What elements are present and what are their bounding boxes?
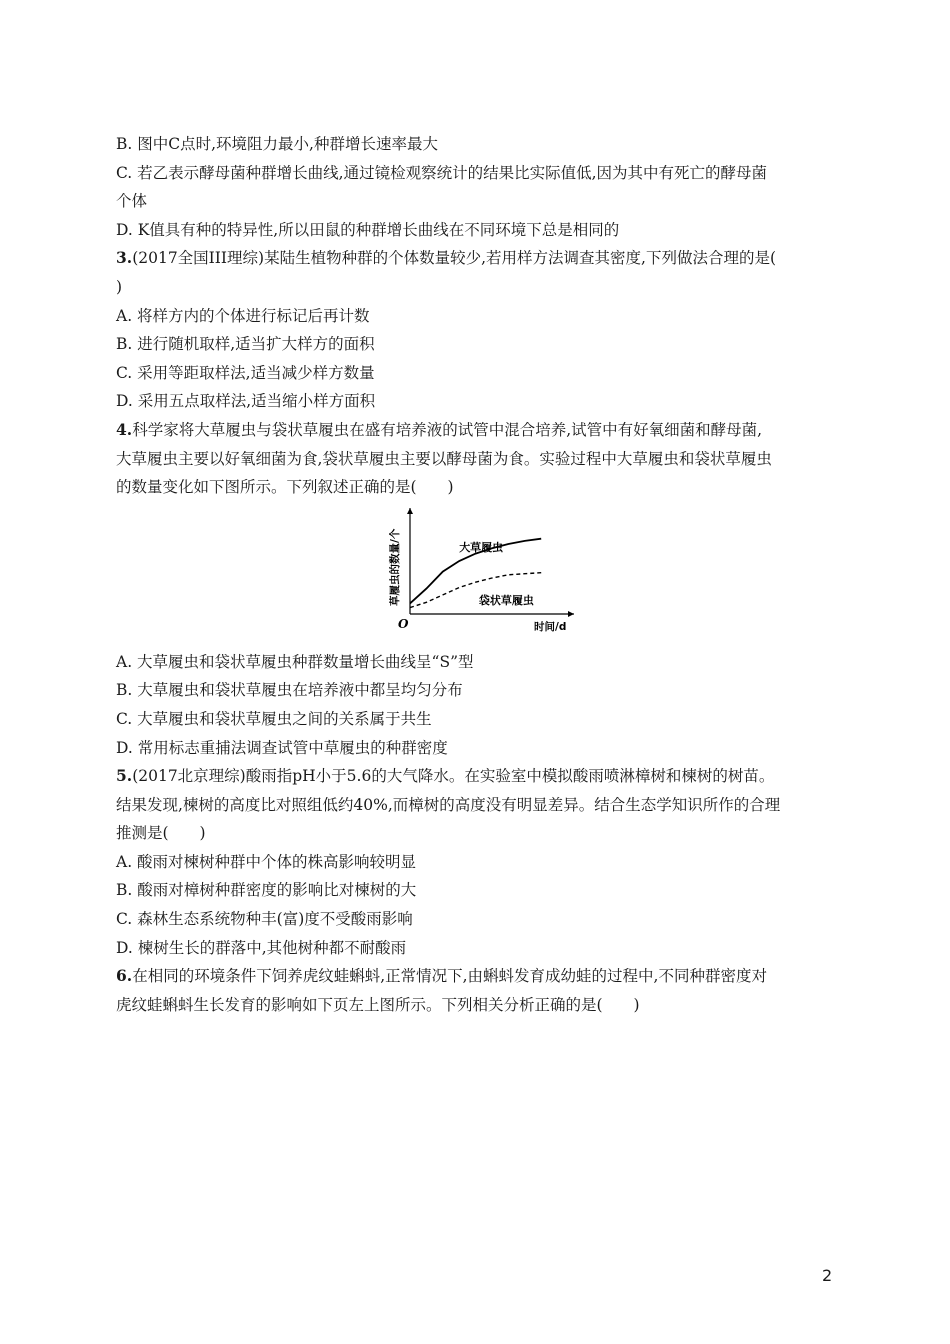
- q4-stem-text: 科学家将大草履虫与袋状草履虫在盛有培养液的试管中混合培养,试管中有好氧细菌和酵母菌,: [132, 420, 763, 439]
- q5-stem-line3: 推测是( ): [116, 824, 206, 843]
- q5-option-a: A. 酸雨对楝树种群中个体的株高影响较明显: [116, 852, 417, 871]
- paramecium-chart-figure: [116, 504, 836, 644]
- q5-stem-line1: [116, 762, 836, 791]
- q3-option-d: D. 采用五点取样法,适当缩小样方面积: [116, 392, 376, 411]
- q2-option-b: B. 图中C点时,环境阻力最小,种群增长速率最大: [116, 135, 438, 153]
- q4-option-d: D. 常用标志重捕法调查试管中草履虫的种群密度: [116, 738, 448, 757]
- q3-stem-line1: [116, 244, 836, 273]
- q3-option-b: B. 进行随机取样,适当扩大样方的面积: [116, 335, 375, 354]
- q3-stem-text: (2017全国III理综)某陆生植物种群的个体数量较少,若用样方法调查其密度,下列做法合理的是(: [132, 249, 777, 268]
- y-axis-arrow: [407, 508, 413, 514]
- q5-stem-text: (2017北京理综)酸雨指pH小于5.6的大气降水。在实验室中模拟酸雨喷淋樟树和楝树的树苗。: [132, 767, 775, 786]
- q3-stem-line2: ): [116, 277, 123, 296]
- question-content: [116, 130, 836, 1019]
- q5-option-b: B. 酸雨对樟树种群密度的影响比对楝树的大: [116, 881, 417, 900]
- q4-number: 4.: [116, 419, 133, 439]
- x-axis-arrow: [568, 611, 574, 617]
- q6-stem-line1: [116, 962, 836, 991]
- page-number: 2: [822, 1266, 833, 1285]
- q4-option-b: B. 大草履虫和袋状草履虫在培养液中都呈均匀分布: [116, 681, 463, 700]
- q4-stem-line3: 的数量变化如下图所示。下列叙述正确的是( ): [116, 478, 454, 497]
- q4-option-c: C. 大草履虫和袋状草履虫之间的关系属于共生: [116, 709, 432, 728]
- q6-stem-line2: 虎纹蛙蝌蚪生长发育的影响如下页左上图所示。下列相关分析正确的是( ): [116, 995, 640, 1014]
- x-axis-label: 时间/d: [534, 620, 567, 633]
- q2-option-c-line1: C. 若乙表示酵母菌种群增长曲线,通过镜检观察统计的结果比实际值低,因为其中有死亡的酵母菌: [116, 163, 768, 182]
- series-label-2: 袋状草履虫: [478, 593, 534, 607]
- q3-option-c: C. 采用等距取样法,适当减少样方数量: [116, 363, 375, 382]
- q3-option-a: A. 将样方内的个体进行标记后再计数: [116, 306, 370, 325]
- q5-option-d: D. 楝树生长的群落中,其他树种都不耐酸雨: [116, 938, 407, 957]
- q5-number: 5.: [116, 766, 133, 786]
- q2-option-c-line2: 个体: [116, 192, 148, 211]
- q6-number: 6.: [116, 966, 133, 986]
- q2-option-d: D. K值具有种的特异性,所以田鼠的种群增长曲线在不同环境下总是相同的: [116, 220, 620, 239]
- q5-stem-line2: 结果发现,楝树的高度比对照组低约40%,而樟树的高度没有明显差异。结合生态学知识所作的合理: [116, 795, 781, 814]
- q4-stem-line2: 大草履虫主要以好氧细菌为食,袋状草履虫主要以酵母菌为食。实验过程中大草履虫和袋状草履虫: [116, 449, 772, 468]
- q4-stem-line1: [116, 416, 836, 445]
- y-axis-label: 草履虫的数量/个: [389, 528, 401, 606]
- series-label-1: 大草履虫: [459, 540, 504, 554]
- q3-number: 3.: [116, 248, 133, 268]
- origin-label: O: [398, 616, 409, 631]
- q6-stem-text: 在相同的环境条件下饲养虎纹蛙蝌蚪,正常情况下,由蝌蚪发育成幼蛙的过程中,不同种群密度对: [132, 967, 767, 986]
- paramecium-growth-chart: [384, 504, 584, 644]
- q4-option-a: A. 大草履虫和袋状草履虫种群数量增长曲线呈“S”型: [116, 652, 474, 671]
- q5-option-c: C. 森林生态系统物种丰(富)度不受酸雨影响: [116, 910, 413, 929]
